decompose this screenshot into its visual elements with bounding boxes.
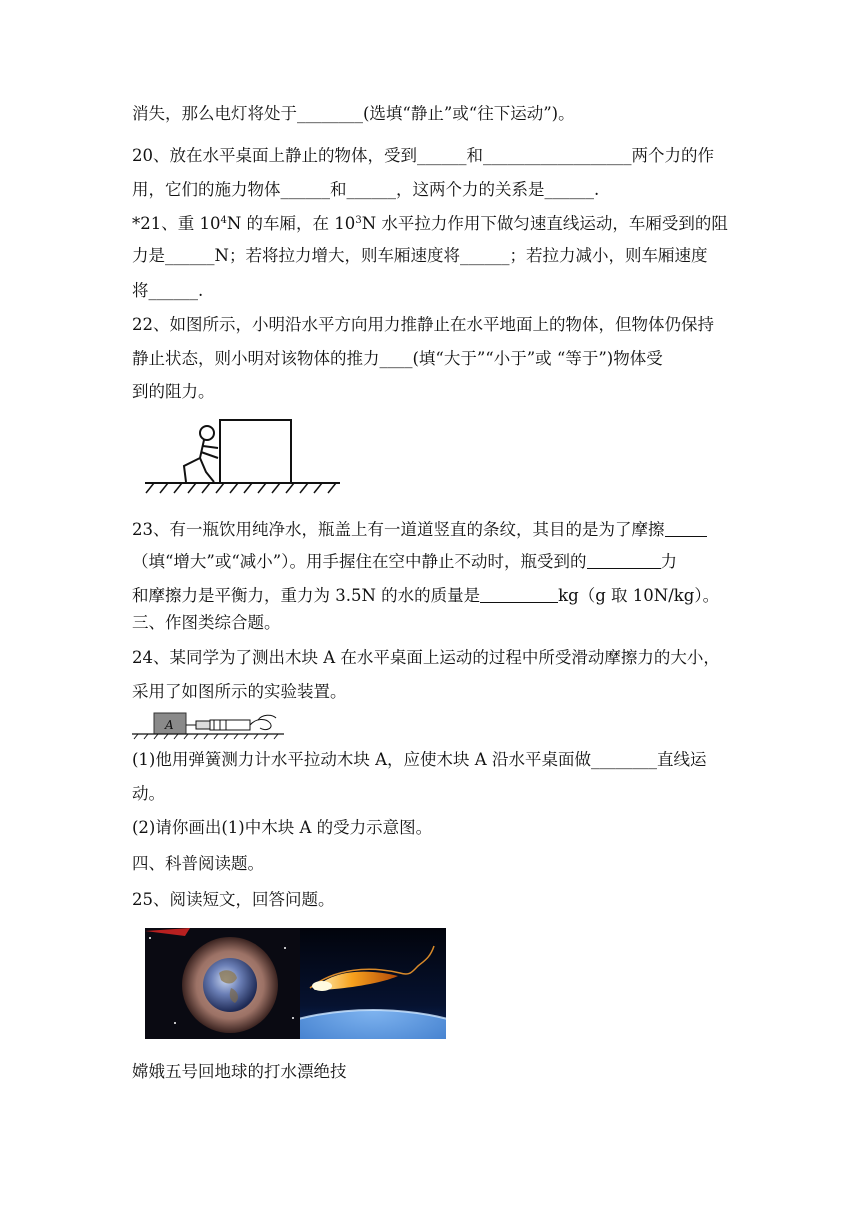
text-line: 22、如图所示，小明沿水平方向用力推静止在水平地面上的物体，但物体仍保持	[132, 315, 714, 334]
text-line	[132, 586, 719, 606]
text-line: 动。	[132, 784, 165, 803]
text-line: 四、科普阅读题。	[132, 854, 264, 873]
earth-image	[145, 928, 300, 1039]
text-run: 23、有一瓶饮用纯净水，瓶盖上有一道道竖直的条纹，其目的是为了摩擦	[132, 520, 665, 539]
reentry-image	[300, 928, 446, 1039]
text-run: *21、重 10	[132, 214, 221, 233]
text-run: N 水平拉力作用下做匀速直线运动，车厢受到的阻	[361, 214, 728, 233]
text-run: kg（g 取 10N/kg）。	[558, 586, 720, 605]
article-title: 嫦娥五号回地球的打水漂绝技	[132, 1062, 347, 1081]
text-line: 20、放在水平桌面上静止的物体，受到______和__________________两个力的作	[132, 146, 714, 165]
answer-blank	[665, 522, 707, 537]
text-line: 采用了如图所示的实验装置。	[132, 682, 347, 701]
text-line	[132, 214, 728, 234]
text-line	[132, 552, 677, 572]
answer-blank	[587, 554, 661, 569]
text-line: 25、阅读短文，回答问题。	[132, 890, 335, 909]
answer-blank	[480, 588, 558, 603]
text-line: 24、某同学为了测出木块 A 在水平桌面上运动的过程中所受滑动摩擦力的大小，	[132, 648, 720, 667]
text-line: 用，它们的施力物体______和______，这两个力的关系是______.	[132, 180, 600, 199]
text-run: 和摩擦力是平衡力，重力为 3.5N 的水的质量是	[132, 586, 481, 605]
text-line: 到的阻力。	[132, 382, 215, 401]
superscript: 3	[355, 215, 362, 226]
spring-scale-figure	[132, 708, 284, 740]
text-line: 三、作图类综合题。	[132, 613, 281, 632]
superscript: 4	[220, 215, 227, 226]
text-run: 力	[660, 552, 677, 571]
text-line: (2)请你画出(1)中木块 A 的受力示意图。	[132, 818, 433, 837]
text-line: 静止状态，则小明对该物体的推力____(填“大于”“小于”或 “等于”)物体受	[132, 349, 663, 368]
block-label: A	[165, 718, 174, 732]
text-line: 力是______N；若将拉力增大，则车厢速度将______；若拉力减小，则车厢速度	[132, 246, 708, 265]
text-line: 将______.	[132, 281, 204, 300]
text-run: （填“增大”或“减小”）。用手握住在空中静止不动时，瓶受到的	[132, 552, 587, 571]
text-run: N 的车厢，在 10	[226, 214, 356, 233]
text-line: 消失，那么电灯将处于________(选填“静止”或“往下运动”)。	[132, 104, 575, 123]
text-line: (1)他用弹簧测力计水平拉动木块 A，应使木块 A 沿水平桌面做________直线运	[132, 750, 707, 769]
push-box-figure	[140, 414, 345, 496]
text-line	[132, 520, 707, 540]
